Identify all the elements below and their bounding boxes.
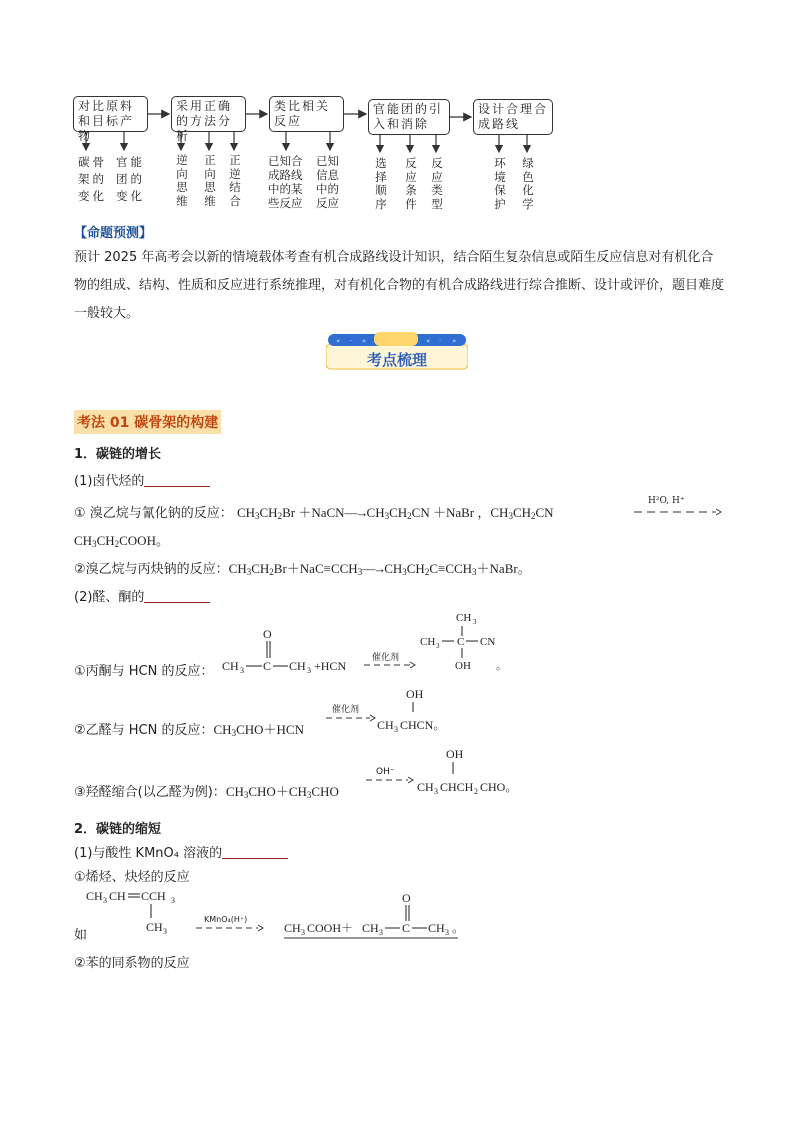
reaction-6-structures: [82, 884, 482, 942]
svg-text:OH: OH: [446, 747, 464, 761]
svg-text:。: 。: [452, 921, 465, 935]
svg-text:CH: CH: [222, 659, 239, 673]
reaction-5-condition: OH⁻: [376, 767, 395, 777]
svg-text:·: ·: [439, 337, 442, 345]
reaction-4-catalyst: 催化剂: [332, 705, 360, 715]
reaction-6-label: 如: [74, 928, 88, 943]
reaction-5: [74, 781, 339, 800]
svg-text:COOH＋: COOH＋: [307, 921, 354, 935]
flow-col-4: 正向思维: [204, 153, 216, 208]
flow-box-4: 官能团的引入和消除: [368, 99, 450, 135]
subsection-1-text: (1)卤代烃的: [74, 474, 145, 489]
svg-text:C: C: [263, 659, 272, 673]
flow-box-1: 对比原料和目标产物: [73, 96, 148, 132]
heading-1: 1．碳链的增长: [74, 447, 162, 462]
svg-text:3: 3: [240, 666, 244, 675]
reaction-5-structures: [362, 744, 562, 798]
svg-text:2: 2: [474, 787, 478, 796]
subsection-2-text: (2)醛、酮的: [74, 590, 145, 605]
flow-col-9: 反应条件: [405, 156, 417, 211]
svg-text:3: 3: [103, 896, 107, 905]
svg-text:O: O: [402, 891, 411, 905]
flow-col-12: 绿色化学: [522, 156, 534, 211]
svg-text:O: O: [263, 627, 272, 641]
reaction-3-catalyst: 催化剂: [372, 653, 400, 663]
svg-text:CN: CN: [480, 636, 496, 648]
svg-text:«: «: [426, 337, 431, 345]
svg-text:。: 。: [496, 660, 507, 672]
svg-text:CH: CH: [377, 718, 394, 732]
svg-text:CH: CH: [417, 780, 434, 794]
svg-text:OH: OH: [406, 687, 424, 701]
svg-text:CH: CH: [456, 612, 472, 624]
svg-text:CH: CH: [109, 889, 126, 903]
blank-2: [144, 590, 210, 603]
svg-text:3: 3: [171, 896, 175, 905]
reaction-4-structures: [322, 684, 482, 736]
svg-text:«: «: [336, 337, 341, 345]
reaction-2-label: ②溴乙烷与丙炔钠的反应：: [74, 562, 229, 577]
svg-text:3: 3: [307, 666, 311, 675]
reaction-5-reactants: $CH_3CHO+CH_3CHO$: [225, 784, 339, 800]
forecast-heading: 【命题预测】: [74, 226, 153, 241]
flow-col-7: 已知信息中的反应: [316, 154, 339, 210]
reaction-2: [74, 558, 531, 577]
flow-col-1: 碳骨架的变化: [78, 155, 107, 203]
heading-2: 2．碳链的缩短: [74, 822, 162, 837]
section-title: 考法 01 碳骨架的构建: [74, 410, 221, 434]
reaction-4-reactants: $CH_3CHO+HCN$: [213, 722, 304, 738]
svg-text:3: 3: [473, 618, 477, 626]
svg-text:CH: CH: [86, 889, 103, 903]
flow-box-3: 类比相关反应: [269, 96, 344, 132]
svg-text:»: »: [452, 337, 457, 345]
svg-text:CCH: CCH: [141, 889, 166, 903]
subsection-4: ①烯烃、炔烃的反应: [74, 870, 190, 885]
flow-box-5: 设计合理合成路线: [473, 99, 553, 135]
blank-1: [144, 474, 210, 487]
reaction-1-product: $CH_3CH_2COOH$。: [74, 533, 169, 549]
svg-text:CHCH: CHCH: [440, 780, 474, 794]
reaction-3-structures: [214, 608, 514, 688]
subsection-5: ②苯的同系物的反应: [74, 956, 190, 971]
svg-text:CHCN。: CHCN。: [400, 718, 446, 732]
reaction-6-condition: KMnO₄(H⁺): [204, 915, 248, 924]
reaction-5-label: ③羟醛缩合(以乙醛为例)：: [74, 785, 226, 800]
svg-text:CH: CH: [428, 921, 445, 935]
svg-text:OH: OH: [455, 660, 471, 672]
svg-text:3: 3: [436, 642, 440, 650]
flow-col-5: 正逆结合: [229, 153, 241, 208]
flow-col-3: 逆向思维: [176, 153, 188, 208]
svg-text:CH: CH: [420, 636, 436, 648]
flow-col-8: 选择顺序: [375, 156, 387, 211]
svg-text:3: 3: [434, 787, 438, 796]
reaction-3-label: ①丙酮与 HCN 的反应：: [74, 664, 214, 679]
subsection-1: [74, 470, 210, 489]
reaction-1-condition: H²O, H⁺: [648, 496, 685, 506]
forecast-text: 预计 2025 年高考会以新的情境载体考查有机合成路线设计知识，结合陌生复杂信息或陌生反应信息对有机化合物的组成、结构、性质和反应进行系统推理，对有机化合物的有机合成路线进行综合推断、设计或评价，题目难度一般较大。: [74, 250, 725, 321]
svg-text:+HCN: +HCN: [314, 659, 347, 673]
subsection-2: [74, 586, 210, 605]
svg-text:CH: CH: [289, 659, 306, 673]
svg-text:3: 3: [301, 928, 305, 937]
svg-text:CHO。: CHO。: [480, 780, 518, 794]
flow-col-10: 反应类型: [431, 156, 443, 211]
reaction-1-label: ① 溴乙烷与氰化钠的反应：: [74, 506, 233, 521]
banner-title: 考点梳理: [366, 351, 427, 369]
svg-text:CH: CH: [146, 920, 163, 934]
flow-box-2: 采用正确的方法分析: [171, 96, 246, 132]
svg-text:»: »: [362, 337, 367, 345]
svg-text:3: 3: [163, 927, 167, 936]
blank-3: [222, 846, 288, 859]
reaction-4-label: ②乙醛与 HCN 的反应：: [74, 723, 214, 738]
svg-text:CH: CH: [362, 921, 379, 935]
flow-col-11: 环境保护: [494, 156, 506, 211]
svg-text:·: ·: [350, 337, 353, 345]
subsection-3-text: (1)与酸性 KMnO₄ 溶液的: [74, 846, 223, 861]
reaction-1-equation: $CH_3CH_2Br$ $+NaCN―\to CH_3CH_2CN$ ＋NaBr ，$CH_3CH_2CN$: [236, 505, 554, 521]
subsection-3: [74, 842, 288, 861]
svg-text:3: 3: [394, 725, 398, 734]
svg-text:3: 3: [445, 928, 449, 937]
section-banner: [326, 332, 468, 370]
reaction-4: [74, 719, 304, 738]
reaction-2-equation: $CH_3CH_2Br+NaC\equiv CCH_3―\to CH_3CH_2C\equiv CCH_3+NaBr$。: [228, 561, 531, 577]
flow-col-2: 官能团的变化: [116, 155, 145, 203]
svg-text:C: C: [402, 921, 411, 935]
svg-text:CH: CH: [284, 921, 301, 935]
reaction-1: [74, 502, 554, 521]
flow-col-6: 已知合成路线中的某些反应: [268, 154, 303, 210]
svg-text:C: C: [457, 636, 465, 648]
svg-text:3: 3: [379, 928, 383, 937]
